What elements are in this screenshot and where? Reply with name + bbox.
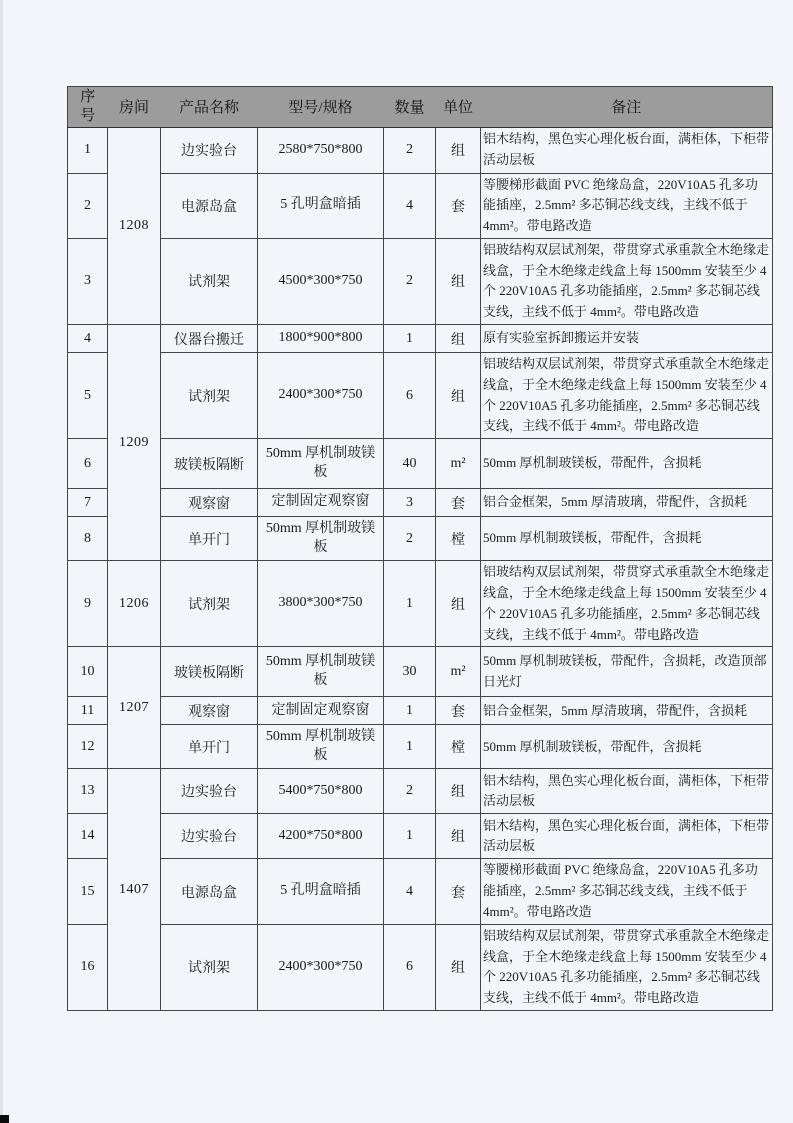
table-row <box>68 924 773 1010</box>
cell-no: 3 <box>68 238 108 324</box>
cell-remark: 50mm 厚机制玻镁板，带配件，含损耗，改造顶部日光灯 <box>481 647 773 697</box>
table-row <box>68 353 773 439</box>
table-row <box>68 769 773 814</box>
table-row <box>68 647 773 697</box>
cell-unit: 套 <box>436 173 481 238</box>
cell-no: 7 <box>68 489 108 517</box>
table-row <box>68 238 773 324</box>
cell-remark: 50mm 厚机制玻镁板，带配件，含损耗 <box>481 517 773 561</box>
cell-unit: 组 <box>436 127 481 173</box>
cell-no: 6 <box>68 439 108 489</box>
cell-product: 观察窗 <box>161 697 258 725</box>
cell-qty: 6 <box>384 353 436 439</box>
cell-product: 观察窗 <box>161 489 258 517</box>
header-unit: 单位 <box>436 87 481 128</box>
cell-unit: 组 <box>436 325 481 353</box>
cell-qty: 40 <box>384 439 436 489</box>
table-row <box>68 725 773 769</box>
cell-qty: 1 <box>384 325 436 353</box>
table-row <box>68 325 773 353</box>
cell-qty: 1 <box>384 561 436 647</box>
cell-unit: 组 <box>436 924 481 1010</box>
cell-remark: 50mm 厚机制玻镁板，带配件，含损耗 <box>481 725 773 769</box>
cell-product: 试剂架 <box>161 924 258 1010</box>
cell-remark: 铝木结构，黑色实心理化板台面，满柜体，下柜带活动层板 <box>481 814 773 859</box>
cell-unit: 套 <box>436 859 481 924</box>
cell-qty: 2 <box>384 769 436 814</box>
cell-room: 1209 <box>108 325 161 561</box>
cell-no: 5 <box>68 353 108 439</box>
cell-model: 1800*900*800 <box>258 325 384 353</box>
cell-remark: 铝合金框架，5mm 厚清玻璃，带配件，含损耗 <box>481 489 773 517</box>
cell-unit: 套 <box>436 489 481 517</box>
cell-product: 试剂架 <box>161 238 258 324</box>
table-row <box>68 127 773 173</box>
table-row <box>68 517 773 561</box>
header-qty: 数量 <box>384 87 436 128</box>
cell-unit: m² <box>436 439 481 489</box>
header-no-label: 序号 <box>80 89 96 124</box>
cell-model: 50mm 厚机制玻镁板 <box>258 725 384 769</box>
cell-no: 4 <box>68 325 108 353</box>
cell-qty: 3 <box>384 489 436 517</box>
cell-model: 50mm 厚机制玻镁板 <box>258 647 384 697</box>
cell-qty: 2 <box>384 238 436 324</box>
cell-no: 2 <box>68 173 108 238</box>
cell-no: 15 <box>68 859 108 924</box>
cell-unit: 组 <box>436 769 481 814</box>
cell-remark: 铝木结构，黑色实心理化板台面，满柜体，下柜带活动层板 <box>481 127 773 173</box>
cell-room: 1206 <box>108 561 161 647</box>
cell-model: 2400*300*750 <box>258 353 384 439</box>
cell-model: 5 孔明盒暗插 <box>258 859 384 924</box>
table-row <box>68 439 773 489</box>
cell-no: 10 <box>68 647 108 697</box>
cell-model: 2400*300*750 <box>258 924 384 1010</box>
cell-room: 1407 <box>108 769 161 1011</box>
cell-model: 50mm 厚机制玻镁板 <box>258 439 384 489</box>
header-room: 房间 <box>108 87 161 128</box>
document-page <box>67 86 773 1011</box>
header-model: 型号/规格 <box>258 87 384 128</box>
cell-qty: 4 <box>384 173 436 238</box>
cell-no: 11 <box>68 697 108 725</box>
cell-unit: 套 <box>436 697 481 725</box>
cell-product: 试剂架 <box>161 561 258 647</box>
cell-remark: 铝木结构，黑色实心理化板台面，满柜体，下柜带活动层板 <box>481 769 773 814</box>
cell-qty: 1 <box>384 697 436 725</box>
cell-no: 1 <box>68 127 108 173</box>
header-no <box>68 87 108 128</box>
cell-remark: 铝玻结构双层试剂架，带贯穿式承重款全木绝缘走线盒，于全木绝缘走线盒上每 1500mm 安装至少 4 个 220V10A5 孔多功能插座，2.5mm² 多芯铜芯线支线，主线不低于 4mm²。带电路改造 <box>481 238 773 324</box>
cell-no: 12 <box>68 725 108 769</box>
cell-product: 单开门 <box>161 517 258 561</box>
cell-no: 9 <box>68 561 108 647</box>
cell-unit: m² <box>436 647 481 697</box>
cell-remark: 铝玻结构双层试剂架，带贯穿式承重款全木绝缘走线盒，于全木绝缘走线盒上每 1500mm 安装至少 4 个 220V10A5 孔多功能插座，2.5mm² 多芯铜芯线支线，主线不低于 4mm²。带电路改造 <box>481 353 773 439</box>
header-product: 产品名称 <box>161 87 258 128</box>
cell-remark: 铝合金框架，5mm 厚清玻璃，带配件，含损耗 <box>481 697 773 725</box>
table-row <box>68 173 773 238</box>
cell-product: 边实验台 <box>161 814 258 859</box>
spec-table <box>67 86 773 1011</box>
cell-remark: 等腰梯形截面 PVC 绝缘岛盒，220V10A5 孔多功能插座，2.5mm² 多芯铜芯线支线，主线不低于 4mm²。带电路改造 <box>481 859 773 924</box>
cell-unit: 樘 <box>436 725 481 769</box>
table-row <box>68 697 773 725</box>
scan-artifact <box>0 1115 9 1123</box>
cell-model: 4200*750*800 <box>258 814 384 859</box>
cell-model: 3800*300*750 <box>258 561 384 647</box>
cell-unit: 组 <box>436 238 481 324</box>
cell-no: 8 <box>68 517 108 561</box>
cell-no: 16 <box>68 924 108 1010</box>
cell-qty: 6 <box>384 924 436 1010</box>
scan-page-edge <box>0 0 3 1123</box>
cell-remark: 铝玻结构双层试剂架，带贯穿式承重款全木绝缘走线盒，于全木绝缘走线盒上每 1500mm 安装至少 4 个 220V10A5 孔多功能插座，2.5mm² 多芯铜芯线支线，主线不低于 4mm²。带电路改造 <box>481 561 773 647</box>
cell-product: 仪器台搬迁 <box>161 325 258 353</box>
cell-model: 5 孔明盒暗插 <box>258 173 384 238</box>
cell-model: 2580*750*800 <box>258 127 384 173</box>
cell-model: 定制固定观察窗 <box>258 697 384 725</box>
cell-product: 试剂架 <box>161 353 258 439</box>
cell-unit: 组 <box>436 561 481 647</box>
cell-product: 电源岛盒 <box>161 859 258 924</box>
cell-remark: 铝玻结构双层试剂架，带贯穿式承重款全木绝缘走线盒，于全木绝缘走线盒上每 1500mm 安装至少 4 个 220V10A5 孔多功能插座，2.5mm² 多芯铜芯线支线，主线不低于 4mm²。带电路改造 <box>481 924 773 1010</box>
cell-no: 14 <box>68 814 108 859</box>
cell-qty: 2 <box>384 517 436 561</box>
cell-unit: 组 <box>436 814 481 859</box>
table-row <box>68 489 773 517</box>
cell-model: 50mm 厚机制玻镁板 <box>258 517 384 561</box>
cell-room: 1207 <box>108 647 161 769</box>
cell-qty: 1 <box>384 814 436 859</box>
cell-product: 玻镁板隔断 <box>161 647 258 697</box>
cell-product: 单开门 <box>161 725 258 769</box>
cell-remark: 原有实验室拆卸搬运并安装 <box>481 325 773 353</box>
cell-qty: 4 <box>384 859 436 924</box>
cell-model: 4500*300*750 <box>258 238 384 324</box>
cell-product: 电源岛盒 <box>161 173 258 238</box>
cell-model: 5400*750*800 <box>258 769 384 814</box>
cell-unit: 组 <box>436 353 481 439</box>
cell-unit: 樘 <box>436 517 481 561</box>
cell-no: 13 <box>68 769 108 814</box>
cell-model: 定制固定观察窗 <box>258 489 384 517</box>
cell-product: 边实验台 <box>161 769 258 814</box>
cell-qty: 1 <box>384 725 436 769</box>
header-remark: 备注 <box>481 87 773 128</box>
cell-room: 1208 <box>108 127 161 325</box>
cell-remark: 50mm 厚机制玻镁板，带配件，含损耗 <box>481 439 773 489</box>
cell-remark: 等腰梯形截面 PVC 绝缘岛盒，220V10A5 孔多功能插座，2.5mm² 多芯铜芯线支线，主线不低于 4mm²。带电路改造 <box>481 173 773 238</box>
header-row <box>68 87 773 128</box>
table-row <box>68 814 773 859</box>
cell-product: 边实验台 <box>161 127 258 173</box>
cell-qty: 2 <box>384 127 436 173</box>
cell-product: 玻镁板隔断 <box>161 439 258 489</box>
table-row <box>68 859 773 924</box>
table-row <box>68 561 773 647</box>
cell-qty: 30 <box>384 647 436 697</box>
